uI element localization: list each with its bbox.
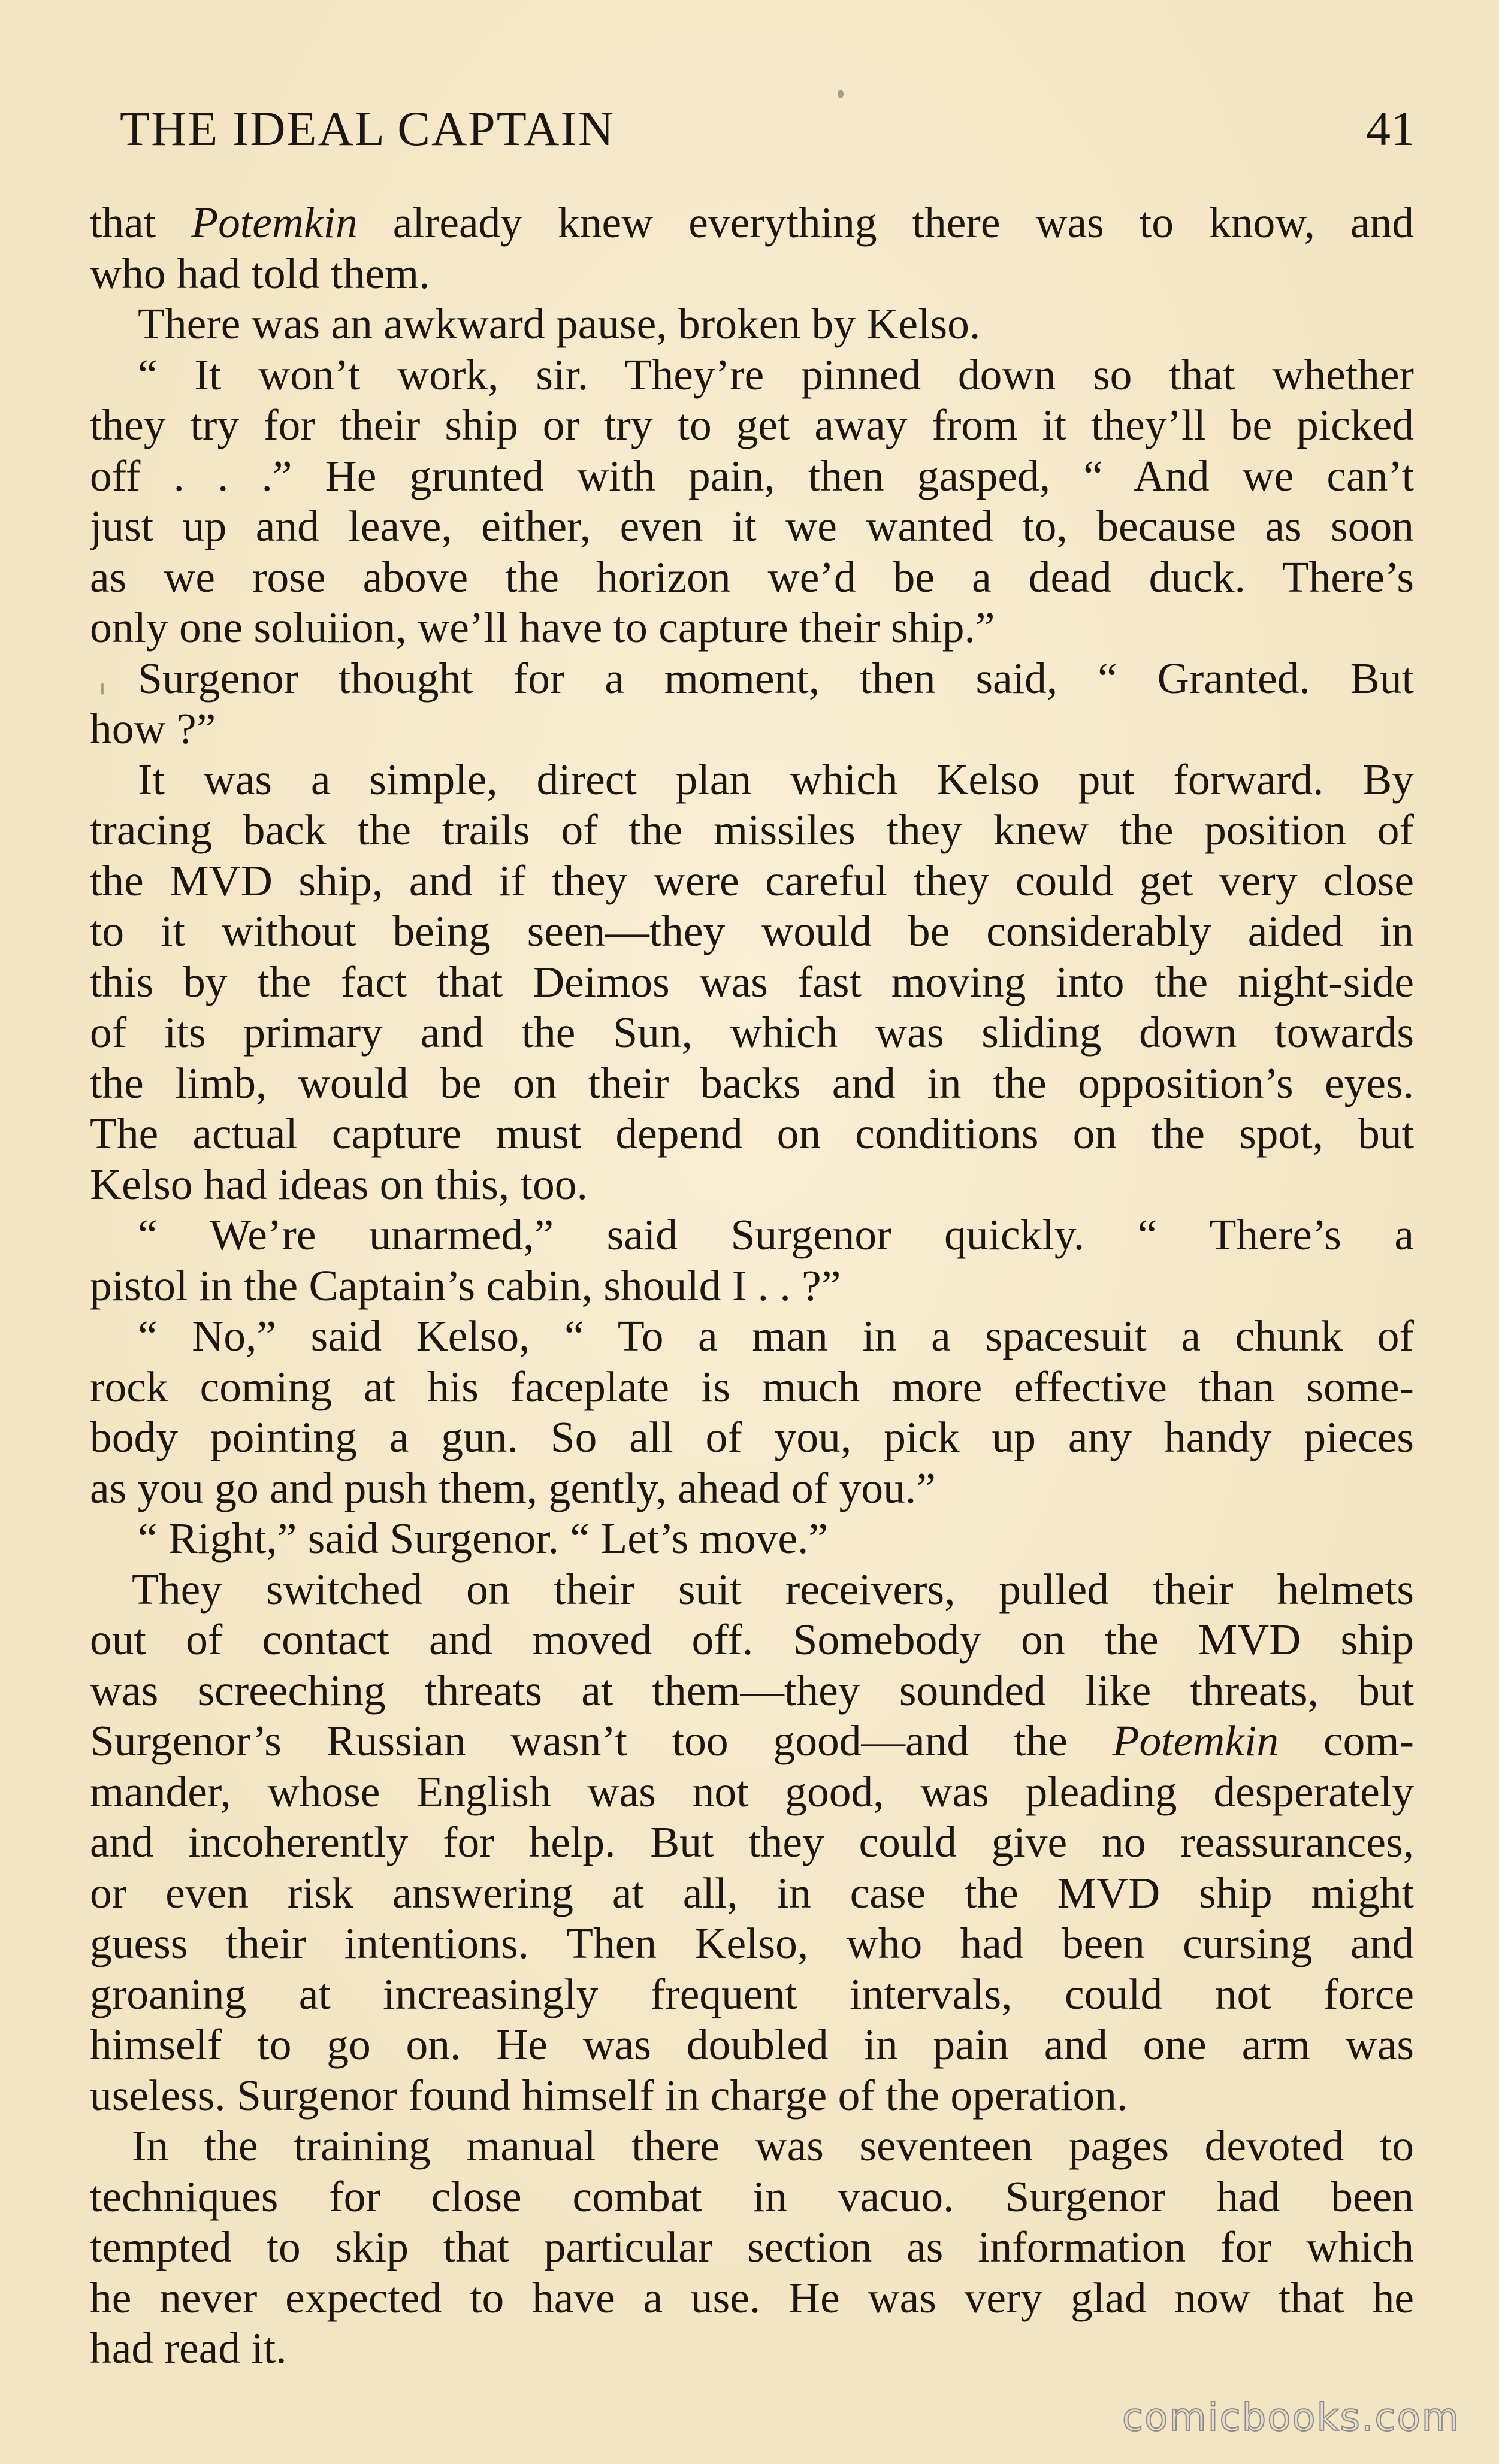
text-line: Kelso had ideas on this, too.	[90, 1160, 588, 1209]
text-line: who had told them.	[90, 249, 430, 298]
paragraph-start-line: It was a simple, direct plan which Kelso put forward. By	[138, 755, 1414, 804]
text-line: groaning at increasingly frequent intervals, could not force	[90, 1969, 1414, 2018]
page-header	[120, 96, 1415, 162]
paper-speck	[101, 683, 104, 695]
paragraph-start-line: “ Right,” said Surgenor. “ Let’s move.”	[138, 1514, 828, 1563]
paragraph-start-line: Surgenor thought for a moment, then said, “ Granted. But	[138, 653, 1414, 703]
text-line: techniques for close combat in vacuo. Surgenor had been	[90, 2172, 1414, 2221]
text-line: he never expected to have a use. He was very glad now that he	[90, 2273, 1414, 2322]
paragraph-start-line: “ We’re unarmed,” said Surgenor quickly. “ There’s a	[138, 1210, 1414, 1259]
text-line: had read it.	[90, 2324, 287, 2372]
text-line: as you go and push them, gently, ahead of you.”	[90, 1463, 936, 1512]
text-line: rock coming at his faceplate is much more effective than some-	[90, 1362, 1414, 1411]
page-number: 41	[1366, 101, 1415, 156]
text-line: they try for their ship or try to get away from it they’ll be picked	[90, 401, 1414, 449]
text-line: that Potemkin already knew everything there was to know, and	[90, 198, 1414, 247]
body-text	[90, 198, 1414, 2374]
text-line: mander, whose English was not good, was pleading desperately	[90, 1767, 1414, 1816]
text-line: only one soluiion, we’ll have to capture their ship.”	[90, 603, 995, 652]
paragraph-start-line: “ No,” said Kelso, “ To a man in a spacesuit a chunk of	[138, 1312, 1414, 1360]
text-line: guess their intentions. Then Kelso, who had been cursing and	[90, 1919, 1414, 1967]
text-line: body pointing a gun. So all of you, pick up any handy pieces	[90, 1413, 1414, 1461]
text-line: of its primary and the Sun, which was sliding down towards	[90, 1008, 1414, 1057]
text-line: pistol in the Captain’s cabin, should I . . ?”	[90, 1261, 841, 1310]
text-line: to it without being seen—they would be considerably aided in	[90, 907, 1414, 955]
text-line: the limb, would be on their backs and in the opposition’s eyes.	[90, 1058, 1414, 1107]
paragraph-start-line: “ It won’t work, sir. They’re pinned down so that whether	[138, 350, 1414, 399]
text-line: out of contact and moved off. Somebody on the MVD ship	[90, 1615, 1414, 1664]
text-line: how ?”	[90, 704, 216, 753]
text-line: The actual capture must depend on conditions on the spot, but	[90, 1109, 1414, 1158]
paper-speck	[838, 90, 844, 98]
text-line: useless. Surgenor found himself in charge of the operation.	[90, 2071, 1128, 2120]
paragraph-start-line: There was an awkward pause, broken by Kelso.	[138, 299, 981, 348]
text-line: tempted to skip that particular section as information for which	[90, 2223, 1414, 2271]
text-line: himself to go on. He was doubled in pain and one arm was	[90, 2020, 1414, 2069]
paragraph-start-line: They switched on their suit receivers, pulled their helmets	[132, 1564, 1414, 1614]
running-title: THE IDEAL CAPTAIN	[120, 101, 615, 156]
text-line: tracing back the trails of the missiles they knew the position of	[90, 806, 1414, 854]
text-line: just up and leave, either, even it we wanted to, because as soon	[90, 502, 1414, 550]
text-line: or even risk answering at all, in case the MVD ship might	[90, 1868, 1414, 1917]
text-line: the MVD ship, and if they were careful they could get very close	[90, 856, 1414, 905]
paragraph-start-line: In the training manual there was seventeen pages devoted to	[132, 2121, 1414, 2170]
watermark: comicbooks.com	[1122, 2396, 1460, 2440]
text-line: Surgenor’s Russian wasn’t too good—and the Potemkin com-	[90, 1717, 1414, 1765]
text-line: and incoherently for help. But they could give no reassurances,	[90, 1818, 1414, 1866]
text-line: as we rose above the horizon we’d be a dead duck. There’s	[90, 552, 1414, 601]
text-line: this by the fact that Deimos was fast moving into the night-side	[90, 957, 1414, 1006]
text-line: off . . .” He grunted with pain, then gasped, “ And we can’t	[90, 451, 1414, 500]
text-line: was screeching threats at them—they sounded like threats, but	[90, 1666, 1414, 1715]
